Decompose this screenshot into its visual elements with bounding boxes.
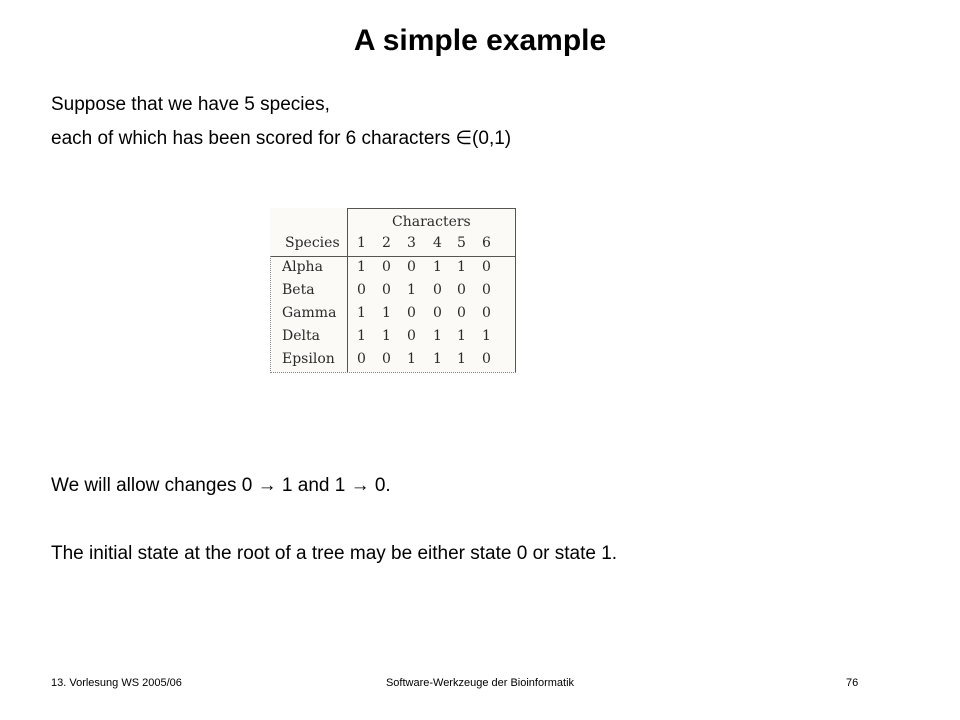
character-value: 1 [382, 305, 391, 321]
character-value: 0 [357, 282, 366, 298]
character-value: 1 [357, 328, 366, 344]
character-value: 1 [357, 259, 366, 275]
character-value: 1 [433, 259, 442, 275]
changes-line: We will allow changes 0 → 1 and 1 → 0. [51, 475, 391, 496]
species-name: Epsilon [282, 351, 335, 367]
slide-title: A simple example [353, 24, 607, 57]
table-border-right [515, 208, 516, 373]
table-border-bottom [270, 372, 516, 373]
character-value: 0 [357, 351, 366, 367]
intro-line-2: each of which has been scored for 6 characters ∈(0,1) [51, 128, 512, 149]
character-value: 1 [482, 328, 491, 344]
column-header-1: 1 [357, 235, 366, 251]
character-value: 0 [482, 259, 491, 275]
character-value: 0 [407, 305, 416, 321]
table-divider-horizontal [270, 256, 516, 257]
character-value: 0 [382, 259, 391, 275]
species-name: Beta [282, 282, 315, 298]
character-value: 1 [382, 328, 391, 344]
species-header: Species [285, 235, 340, 251]
character-matrix-table [270, 208, 516, 373]
character-value: 1 [457, 259, 466, 275]
character-value: 1 [457, 351, 466, 367]
footer-title: Software-Werkzeuge der Bioinformatik [385, 677, 575, 689]
character-value: 1 [433, 351, 442, 367]
species-name: Alpha [282, 259, 323, 275]
intro-line-1: Suppose that we have 5 species, [51, 94, 330, 115]
characters-header: Characters [392, 214, 471, 230]
column-header-3: 3 [407, 235, 416, 251]
character-value: 1 [407, 351, 416, 367]
character-value: 0 [382, 282, 391, 298]
character-value: 0 [457, 282, 466, 298]
column-header-4: 4 [433, 235, 442, 251]
character-value: 0 [382, 351, 391, 367]
character-value: 0 [482, 305, 491, 321]
character-value: 1 [407, 282, 416, 298]
table-border-left [270, 256, 271, 373]
character-value: 0 [457, 305, 466, 321]
root-state-line: The initial state at the root of a tree may be either state 0 or state 1. [51, 543, 618, 564]
character-value: 1 [433, 328, 442, 344]
table-divider-vertical [347, 208, 348, 373]
character-value: 0 [407, 328, 416, 344]
column-header-5: 5 [457, 235, 466, 251]
character-value: 0 [482, 282, 491, 298]
species-name: Delta [282, 328, 320, 344]
character-value: 1 [457, 328, 466, 344]
column-header-6: 6 [482, 235, 491, 251]
character-value: 1 [357, 305, 366, 321]
character-value: 0 [407, 259, 416, 275]
species-name: Gamma [282, 305, 337, 321]
footer-course: 13. Vorlesung WS 2005/06 [51, 677, 182, 689]
footer-page-number: 76 [846, 677, 859, 689]
table-border-top [347, 208, 516, 209]
character-value: 0 [433, 305, 442, 321]
character-value: 0 [433, 282, 442, 298]
character-value: 0 [482, 351, 491, 367]
column-header-2: 2 [382, 235, 391, 251]
